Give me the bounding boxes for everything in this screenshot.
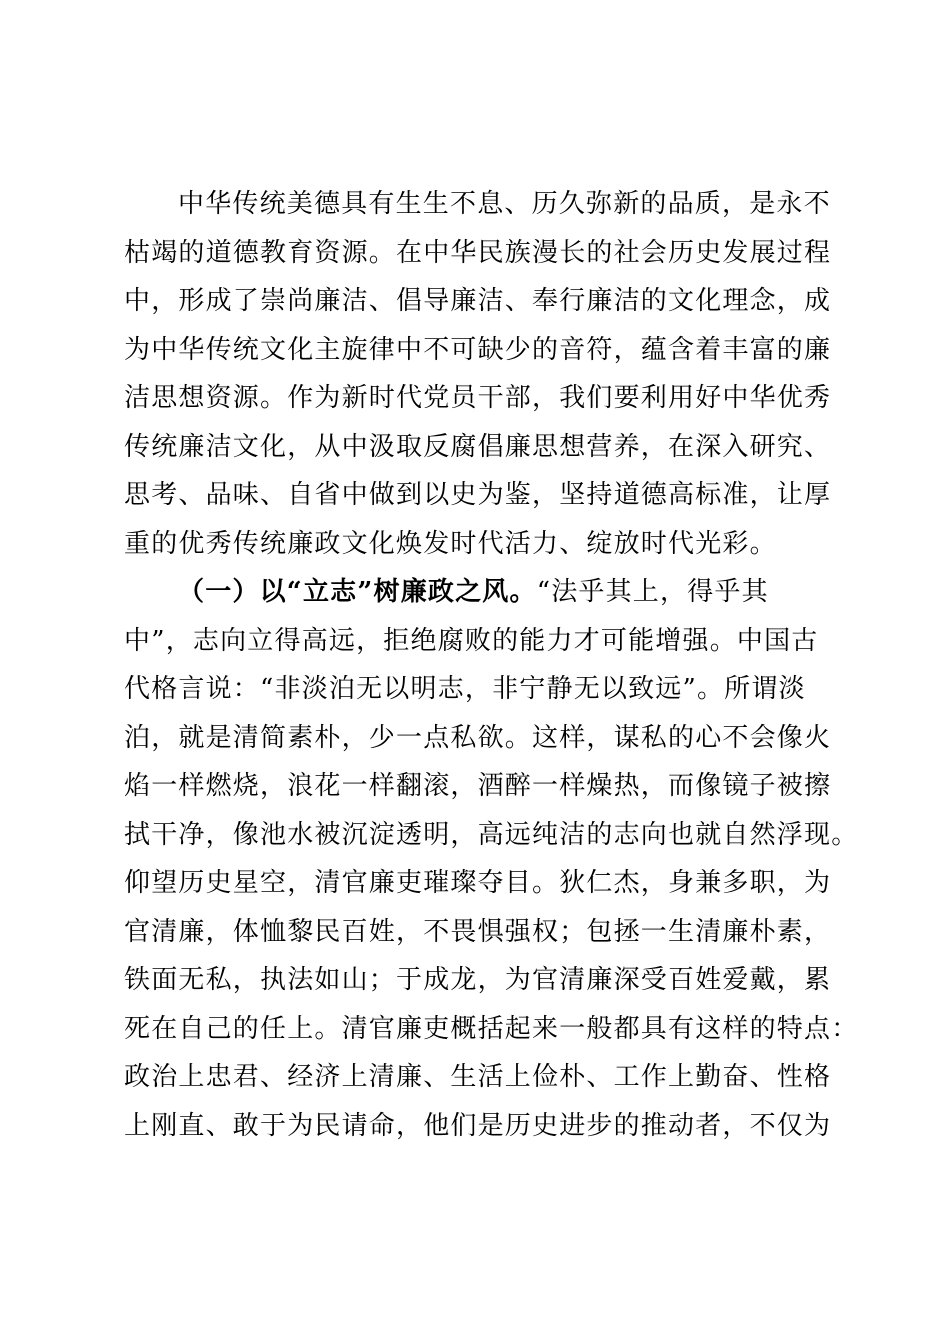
paragraph-intro [124, 180, 830, 568]
text-line: 为中华传统文化主旋律中不可缺少的音符，蕴含着丰富的廉 [124, 334, 832, 365]
text-line: 泊，就是清简素朴，少一点私欲。这样，谋私的心不会像火 [124, 722, 832, 753]
text-line: 铁面无私，执法如山；于成龙，为官清廉深受百姓爱戴，累 [124, 965, 832, 995]
section-first-line-text: “法乎其上，得乎其 [536, 577, 769, 607]
section-first-line [124, 568, 830, 617]
text-line: 官清廉，体恤黎民百姓，不畏惧强权；包拯一生清廉朴素， [124, 916, 832, 947]
text-line: 上刚直、敢于为民请命，他们是历史进步的推动者，不仅为 [124, 1110, 832, 1141]
text-line: 洁思想资源。作为新时代党员干部，我们要利用好中华优秀 [124, 383, 832, 413]
text-line: 传统廉洁文化，从中汲取反腐倡廉思想营养，在深入研究、 [124, 431, 832, 462]
section-heading: （一）以“立志”树廉政之风。 [178, 577, 537, 607]
text-line: 中”，志向立得高远，拒绝腐败的能力才可能增强。中国古 [124, 625, 819, 656]
text-line: 枯竭的道德教育资源。在中华民族漫长的社会历史发展过程 [124, 237, 832, 268]
paragraph-section-one [124, 568, 859, 1150]
text-line: 中华传统美德具有生生不息、历久弥新的品质，是永不 [178, 189, 831, 219]
text-line: 仰望历史星空，清官廉吏璀璨夺目。狄仁杰，身兼多职，为 [124, 868, 832, 898]
text-line: 代格言说：“非淡泊无以明志，非宁静无以致远”。所谓淡 [124, 674, 806, 704]
text-line: 政治上忠君、经济上清廉、生活上俭朴、工作上勤奋、性格 [124, 1062, 832, 1092]
text-line: 中，形成了崇尚廉洁、倡导廉洁、奉行廉洁的文化理念，成 [124, 286, 832, 316]
text-line: 死在自己的任上。清官廉吏概括起来一般都具有这样的特点： [124, 1013, 859, 1044]
text-line: 思考、品味、自省中做到以史为鉴，坚持道德高标准，让厚 [124, 480, 832, 510]
text-line: 焰一样燃烧，浪花一样翻滚，酒醉一样燥热，而像镜子被擦 [124, 771, 832, 801]
text-line: 重的优秀传统廉政文化焕发时代活力、绽放时代光彩。 [124, 528, 777, 559]
text-line: 拭干净，像池水被沉淀透明，高远纯洁的志向也就自然浮现。 [124, 819, 859, 850]
document-body [124, 180, 859, 1150]
